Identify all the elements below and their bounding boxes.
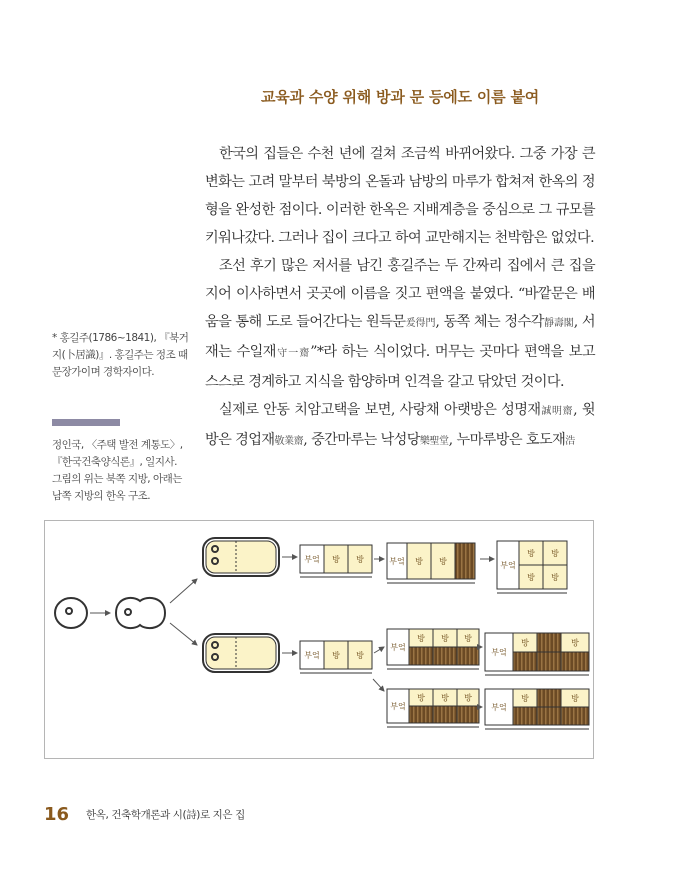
room-label: 방 [464, 693, 472, 703]
kitchen-label: 부엌 [491, 648, 507, 657]
hanja-annotation: 敬業齋 [274, 436, 304, 447]
room-label: 방 [521, 694, 529, 703]
room-label: 방 [417, 634, 425, 643]
southern-plan-2 [387, 629, 479, 669]
text-run: , 누마루방은 호도재 [448, 432, 566, 448]
text-run: ”*라 하는 식이었다. 머무는 곳마다 편액을 보고 스스로 경계하고 지식을 함양하며 인격을 갈고 닦았던 것이다. [205, 344, 595, 390]
text-run: , 서재는 수일재 [205, 314, 595, 360]
maru-floor [457, 706, 479, 723]
section-heading: 교육과 수양 위해 방과 문 등에도 이름 붙여 [260, 88, 540, 106]
northern-plan-3 [497, 541, 567, 593]
paragraph-1: 한국의 집들은 수천 년에 걸쳐 조금씩 바뀌어왔다. 그중 가장 큰 변화는 고려 말부터 북방의 온돌과 남방의 마루가 합쳐져 한옥의 정형을 완성한 점이다. 이러한 한옥은 지배계층을 중심으로 그 규모를 키워나갔다. 그러나 집이 크다고 하여 교만해지는 천박함은 없었다. [205, 146, 595, 246]
maru-floor [561, 707, 589, 725]
house-evolution-diagram [44, 520, 594, 759]
room-label: 방 [441, 693, 449, 703]
diagram-svg [45, 521, 593, 758]
room-label: 방 [551, 549, 559, 558]
northern-plan-1 [300, 545, 372, 577]
hanja-annotation: 靜壽閣 [543, 318, 574, 329]
northern-early-house [203, 538, 279, 576]
text-run: , 윗방은 경업재 [205, 402, 595, 448]
kitchen-label: 부엌 [500, 561, 516, 570]
flow-arrow [374, 647, 384, 653]
room-label: 방 [551, 573, 559, 582]
hanja-annotation: 爰得門 [405, 318, 436, 329]
hanja-annotation: 誠明齋 [540, 406, 574, 417]
figure-caption [52, 437, 194, 505]
southern-plan-5 [485, 689, 589, 729]
room-label: 방 [441, 634, 449, 643]
maru-floor [513, 707, 537, 725]
hanja-annotation: 守一齋 [275, 348, 311, 359]
room-label: 방 [332, 651, 340, 660]
kitchen-label: 부엌 [304, 651, 320, 660]
maru-floor [409, 647, 433, 665]
southern-plan-4 [387, 689, 479, 727]
room-label: 방 [417, 693, 425, 703]
maru-floor [455, 543, 475, 579]
footnote: * 홍길주(1786~1841), 『북거지(卜居識)』. 홍길주는 정조 때 문장가이며 경학자이다. [52, 332, 189, 378]
room-label: 방 [356, 555, 364, 564]
paragraph-2 [205, 252, 595, 396]
southern-early-house [203, 634, 279, 672]
maru-floor [409, 706, 433, 723]
room-label: 방 [415, 557, 423, 566]
flow-arrow [373, 679, 384, 691]
northern-plan-2 [387, 543, 475, 583]
body-text [205, 140, 595, 456]
room-label: 방 [527, 549, 535, 558]
page-number: 16 [44, 804, 70, 825]
kitchen-label: 부엌 [389, 557, 405, 566]
text-run: 실제로 안동 치암고택을 보면, 사랑채 아랫방은 성명재 [219, 402, 541, 418]
hanja-annotation: 樂聖堂 [419, 436, 449, 447]
text-run: , 중간마루는 낙성당 [303, 432, 420, 448]
maru-floor [513, 652, 537, 671]
kitchen-label: 부엌 [304, 555, 320, 564]
room-label: 방 [332, 555, 340, 564]
paragraph-3 [205, 396, 595, 456]
maru-floor [433, 706, 457, 723]
hanja-annotation: 浩 [565, 436, 575, 447]
floor-plans [300, 541, 589, 729]
maru-floor [537, 689, 561, 707]
southern-plan-1 [300, 641, 372, 673]
text-run: , 동쪽 체는 정수각 [435, 314, 544, 330]
maru-floor [537, 652, 561, 671]
maru-floor [433, 647, 457, 665]
maru-floor [457, 647, 479, 665]
room-label: 방 [464, 634, 472, 643]
kitchen-label: 부엌 [390, 643, 406, 652]
room-label: 방 [356, 651, 364, 660]
room-label: 방 [571, 694, 579, 703]
room-label: 방 [571, 638, 579, 648]
running-title: 한옥, 건축학개론과 시(詩)로 지은 집 [86, 809, 245, 821]
caption-divider [52, 419, 120, 426]
text-run: 조선 후기 많은 저서를 남긴 홍길주는 두 간짜리 집에서 큰 집을 지어 이사하면서 곳곳에 이름을 짓고 편액을 붙였다. “바깥문은 배움을 통해 도로 들어간다는 원득문 [205, 258, 595, 330]
kitchen-label: 부엌 [390, 702, 406, 711]
maru-floor [537, 707, 561, 725]
caption-description: 그림의 위는 북쪽 지방, 아래는 남쪽 지방의 한옥 구조. [52, 473, 182, 502]
room-label: 방 [439, 557, 447, 566]
kitchen-label: 부엌 [491, 703, 507, 712]
maru-floor [537, 633, 561, 652]
caption-source: 정인국, 〈주택 발전 계통도〉, 『한국건축양식론』, 일지사. [52, 439, 183, 468]
room-label: 방 [521, 638, 529, 648]
room-label: 방 [527, 573, 535, 582]
southern-plan-3 [485, 633, 589, 675]
maru-floor [561, 652, 589, 671]
